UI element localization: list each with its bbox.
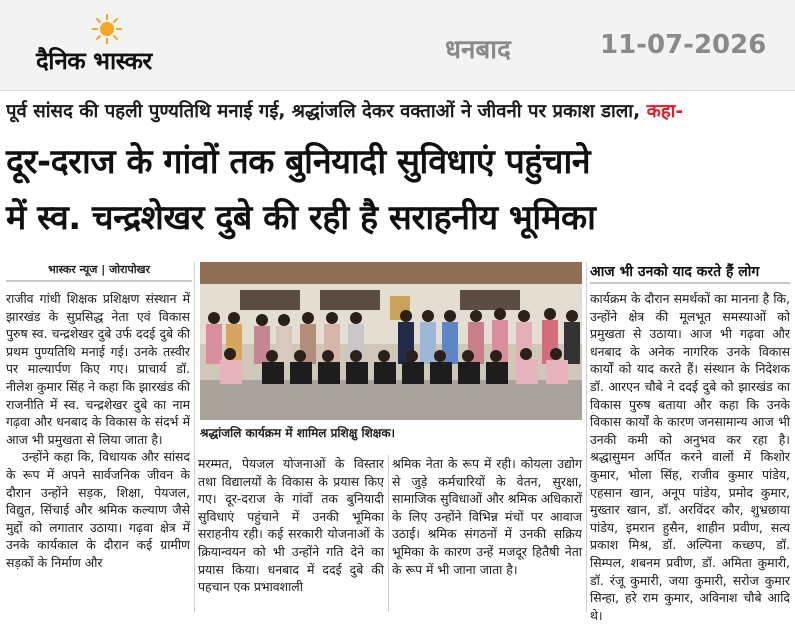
side-heading-rule	[590, 282, 790, 284]
event-photo	[200, 262, 582, 420]
edition-city: धनबाद	[445, 35, 511, 65]
column-divider	[194, 262, 195, 612]
paragraph: उन्होंने कहा कि, विधायक और सांसद के रूप में अपने सार्वजनिक जीवन के दौरान उन्होंने सड़क, शिक्षा, पेयजल, विद्युत, सिंचाई और श्रमिक कल्याण जैसे मुद्दों को लगातार उठाया। गढ़वा क्षेत्र में उनके कार्यकाल के दौरान कई ग्रामीण सड़कों के निर्माण और	[6, 449, 190, 570]
edition-date: 11-07-2026	[600, 30, 767, 60]
newspaper-logo: दैनिक भास्कर	[36, 47, 152, 75]
paragraph: राजीव गांधी शिक्षक प्रशिक्षण संस्थान में झारखंड के सुप्रसिद्ध नेता एवं विकास पुरुष स्व. चन्द्रशेखर दुबे उर्फ ददई दुबे की प्रथम पुण्यतिथि मनाई गई। उनके तस्वीर पर माल्यार्पण किए गए। प्राचार्य डॉ. नीलेश कुमार सिंह ने कहा कि झारखंड की राजनीति में स्व. चन्द्रशेखर दुबे का नाम गढ़वा और धनबाद के विकास के संदर्भ में आज भी प्रमुखता से लिया जाता है।	[6, 291, 190, 447]
sun-logo-icon	[92, 14, 122, 44]
group-photo-illustration	[200, 262, 582, 420]
article-column-1	[6, 290, 190, 572]
headline-line-1: दूर-दराज के गांवों तक बुनियादी सुविधाएं पहुंचाने	[6, 142, 591, 182]
article-column-4	[590, 290, 790, 624]
paragraph: श्रमिक नेता के रूप में रही। कोयला उद्योग से जुड़े कर्मचारियों के वेतन, सुरक्षा, सामाजिक सुविधाओं और श्रमिक अधिकारों के लिए उन्होंने विभिन्न मंचों पर आवाज उठाई। श्रमिक संगठनों में उनकी सक्रिय भूमिका के कारण उन्हें मजदूर हितैषी नेता के रूप में भी जाना जाता है।	[392, 456, 582, 577]
headline-line-2: में स्व. चन्द्रशेखर दुबे की रही है सराहनीय भूमिका	[6, 198, 596, 238]
side-heading: आज भी उनको याद करते हैं लोग	[590, 264, 760, 280]
article-column-2	[198, 455, 384, 596]
kicker-highlight: कहा-	[646, 101, 684, 122]
column-divider	[388, 455, 389, 612]
article-column-3	[392, 455, 582, 578]
paragraph: कार्यक्रम के दौरान समर्थकों का मानना है कि, उन्होंने क्षेत्र की मूलभूत समस्याओं को प्रमुखता से उठाया। आज भी गढ़वा और धनबाद के अनेक नागरिक उनके विकास कार्यों को याद करते हैं। संस्थान के निदेशक डॉ. आरएन चौबे ने ददई दुबे को झारखंड का विकास पुरुष बताया और कहा कि उनके विकास कार्यों के कारण जनसामान्य आज भी उनकी कमी को अनुभव कर रहा है। श्रद्धासुमन अर्पित करने वालों में किशोर कुमार, भोला सिंह, राजीव कुमार पांडेय, एहसान खान, अनूप पांडेय, प्रमोद कुमार, मुख्तार खान, डॉ. अरविंदर कौर, शुभ्रछाया पांडेय, इमरान हुसैन, शाहीन प्रवीण, सत्य प्रकाश मिश्र, डॉ. अल्पिना कच्छप, डॉ. सिम्पल, शबनम प्रवीण, डॉ. अमिता कुमारी, डॉ. रंजू कुमारी, जया कुमारी, सरोज कुमार सिन्हा, हरे राम कुमार, अविनाश चौबे आदि थे।	[590, 291, 790, 623]
byline: भास्कर न्यूज | जोरापोखर	[48, 263, 151, 276]
kicker	[6, 98, 795, 123]
photo-caption: श्रद्धांजलि कार्यक्रम में शामिल प्रशिक्षु शिक्षक।	[200, 426, 396, 440]
masthead	[0, 0, 795, 91]
paragraph: मरम्मत, पेयजल योजनाओं के विस्तार तथा विद्यालयों के विकास के प्रयास किए गए। दूर-दराज के गांवों तक बुनियादी सुविधाएं पहुंचाने में उनकी भूमिका सराहनीय रही। कई सरकारी योजनाओं के क्रियान्वयन को भी उन्होंने गति देने का प्रयास किया। धनबाद में ददई दुबे की पहचान एक प्रभावशाली	[198, 456, 384, 595]
kicker-text: पूर्व सांसद की पहली पुण्यतिथि मनाई गई, श्रद्धांजलि देकर वक्ताओं ने जीवनी पर प्रकाश डाला,	[6, 101, 641, 122]
column-divider	[586, 262, 587, 612]
